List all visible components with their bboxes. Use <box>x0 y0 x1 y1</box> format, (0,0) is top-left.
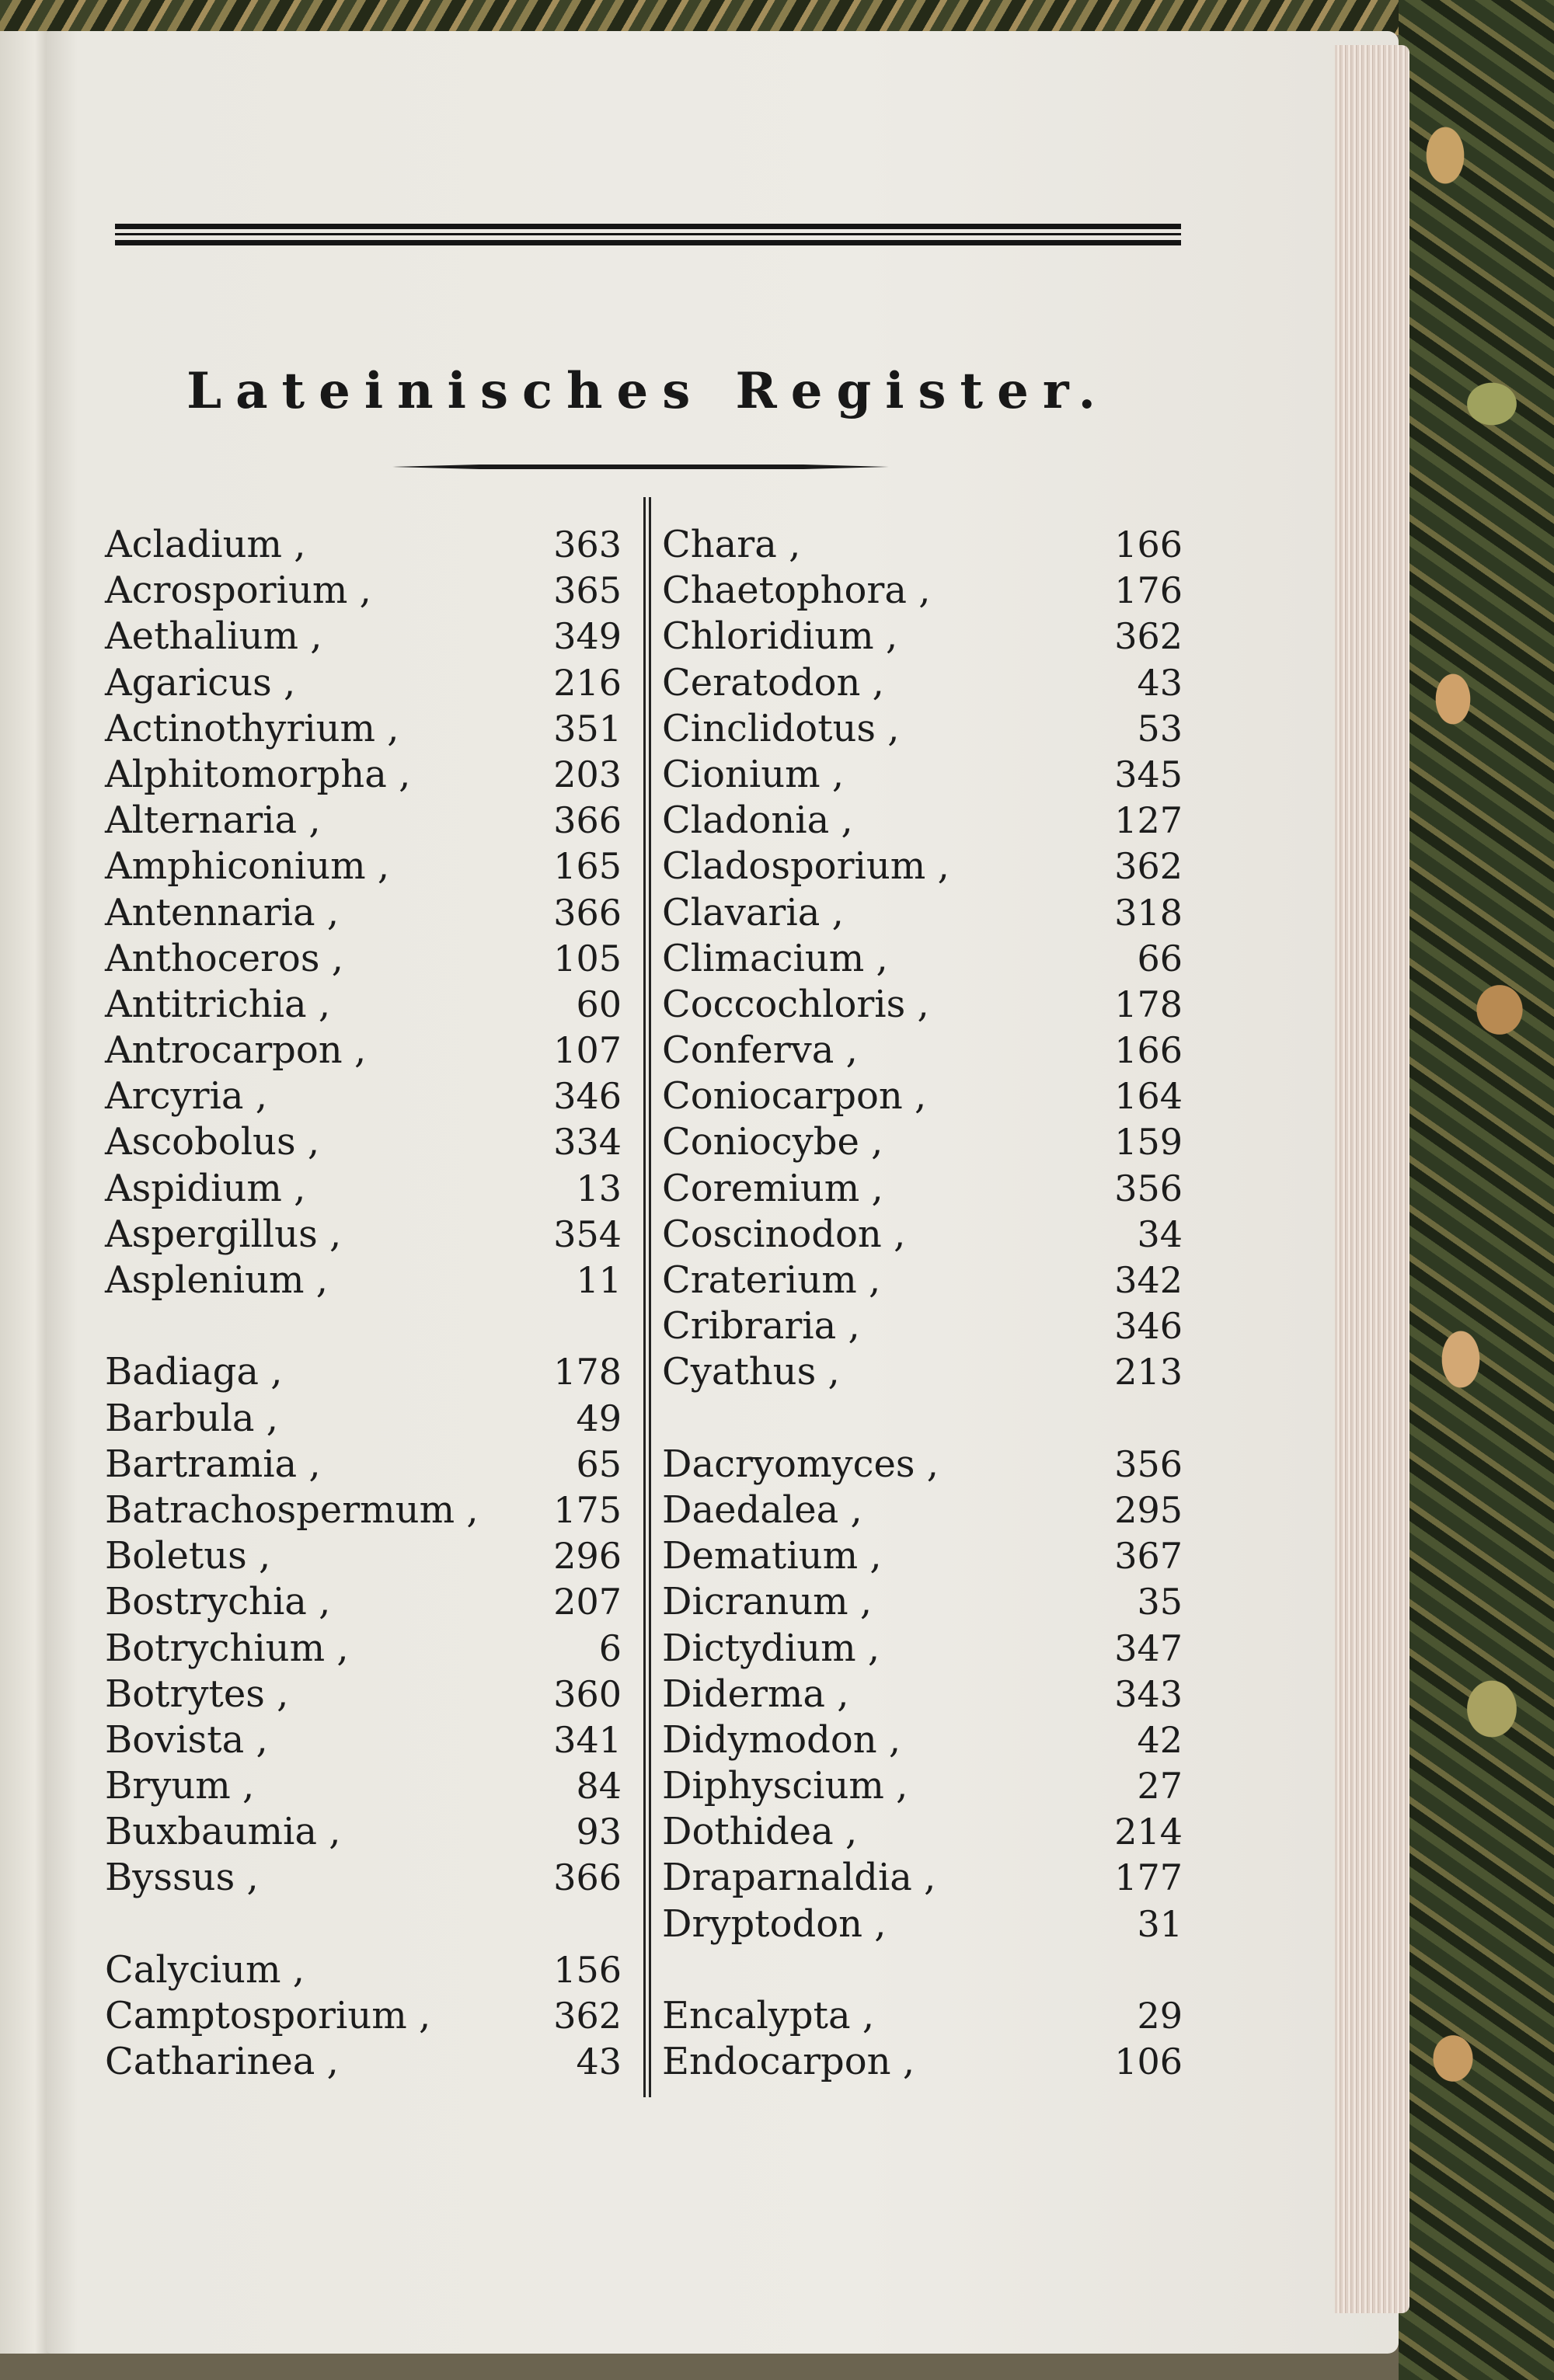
entry-name: Bartramia , <box>105 1442 321 1486</box>
entry-page-number: 166 <box>1114 1029 1183 1072</box>
entry-name: Cyathus , <box>662 1350 840 1394</box>
entry-page-number: 159 <box>1114 1121 1183 1164</box>
entry-page-number: 66 <box>1137 937 1183 979</box>
entry-page-number: 346 <box>1114 1305 1183 1348</box>
index-gap <box>662 1396 1183 1442</box>
entry-name: Dematium , <box>662 1534 882 1578</box>
entry-page-number: 107 <box>553 1029 622 1072</box>
index-entry <box>105 568 622 614</box>
entry-name: Byssus , <box>105 1856 259 1900</box>
entry-name: Diderma , <box>662 1672 849 1716</box>
entry-page-number: 362 <box>553 1995 622 2037</box>
column-divider <box>643 497 651 2097</box>
entry-name: Antrocarpon , <box>105 1028 367 1073</box>
index-entry <box>662 936 1183 982</box>
entry-page-number: 156 <box>553 1948 622 1991</box>
index-entry <box>662 522 1183 568</box>
entry-page-number: 65 <box>576 1442 622 1485</box>
page-title: Lateinisches Register. <box>186 362 1110 420</box>
entry-page-number: 366 <box>553 1856 622 1899</box>
entry-page-number: 342 <box>1114 1259 1183 1301</box>
index-entry <box>662 1073 1183 1119</box>
entry-page-number: 213 <box>1114 1351 1183 1394</box>
entry-name: Botrychium , <box>105 1626 349 1670</box>
entry-page-number: 367 <box>1114 1535 1183 1578</box>
entry-page-number: 366 <box>553 891 622 934</box>
index-entry <box>105 660 622 706</box>
index-entry <box>662 1119 1183 1165</box>
entry-page-number: 164 <box>1114 1075 1183 1118</box>
index-entry <box>105 982 622 1028</box>
entry-name: Endocarpon , <box>662 2040 915 2084</box>
index-entry <box>105 1488 622 1533</box>
entry-page-number: 13 <box>576 1167 622 1209</box>
entry-page-number: 362 <box>1114 845 1183 888</box>
entry-name: Craterium , <box>662 1258 881 1302</box>
entry-page-number: 43 <box>576 2041 622 2083</box>
entry-page-number: 177 <box>1114 1856 1183 1899</box>
header-rule-thick <box>115 224 1181 229</box>
index-entry <box>662 1028 1183 1073</box>
index-entry <box>105 1073 622 1119</box>
entry-name: Badiaga , <box>105 1350 283 1394</box>
entry-name: Climacium , <box>662 936 888 980</box>
entry-name: Didymodon , <box>662 1717 901 1762</box>
entry-page-number: 11 <box>576 1259 622 1301</box>
entry-page-number: 295 <box>1114 1488 1183 1531</box>
entry-name: Calycium , <box>105 1947 305 1992</box>
index-entry <box>662 1212 1183 1258</box>
entry-page-number: 345 <box>1114 753 1183 795</box>
index-gap <box>105 1303 622 1349</box>
entry-name: Actinothyrium , <box>105 706 399 750</box>
entry-name: Diphyscium , <box>662 1764 908 1808</box>
entry-page-number: 365 <box>553 569 622 612</box>
entry-name: Chaetophora , <box>662 569 931 613</box>
index-entry <box>105 1855 622 1901</box>
entry-name: Coccochloris , <box>662 982 929 1026</box>
index-entry <box>105 798 622 844</box>
index-entry <box>662 568 1183 614</box>
index-entry <box>662 1672 1183 1717</box>
entry-name: Dothidea , <box>662 1810 858 1854</box>
index-entry <box>105 1258 622 1303</box>
entry-name: Coremium , <box>662 1166 883 1210</box>
entry-page-number: 216 <box>553 661 622 704</box>
index-entry <box>662 706 1183 752</box>
index-entry <box>662 844 1183 889</box>
entry-name: Coniocybe , <box>662 1120 883 1164</box>
entry-page-number: 105 <box>553 937 622 979</box>
index-column-left <box>105 522 622 2085</box>
index-entry <box>105 1626 622 1672</box>
entry-name: Botrytes , <box>105 1672 289 1716</box>
index-entry <box>105 1349 622 1395</box>
entry-name: Bostrychia , <box>105 1580 331 1624</box>
entry-name: Dryptodon , <box>662 1902 887 1946</box>
entry-page-number: 49 <box>576 1397 622 1439</box>
index-entry <box>662 1902 1183 1947</box>
page-edges <box>1335 45 1409 2313</box>
entry-name: Cribraria , <box>662 1304 860 1348</box>
index-entry <box>662 1579 1183 1625</box>
entry-page-number: 31 <box>1137 1902 1183 1945</box>
entry-name: Antennaria , <box>105 890 340 934</box>
index-entry <box>105 522 622 568</box>
entry-page-number: 343 <box>1114 1672 1183 1715</box>
entry-page-number: 178 <box>553 1351 622 1394</box>
index-entry <box>105 1442 622 1488</box>
entry-name: Aspidium , <box>105 1166 306 1210</box>
entry-page-number: 214 <box>1114 1811 1183 1853</box>
entry-name: Chloridium , <box>662 614 898 659</box>
entry-page-number: 93 <box>576 1811 622 1853</box>
entry-name: Draparnaldia , <box>662 1856 936 1900</box>
entry-name: Buxbaumia , <box>105 1810 341 1854</box>
index-entry <box>105 614 622 659</box>
index-entry <box>662 1626 1183 1672</box>
entry-name: Barbula , <box>105 1396 278 1440</box>
index-entry <box>662 1258 1183 1303</box>
entry-name: Ascobolus , <box>105 1120 320 1164</box>
entry-page-number: 356 <box>1114 1442 1183 1485</box>
entry-name: Acrosporium , <box>105 569 371 613</box>
index-entry <box>662 798 1183 844</box>
entry-name: Encalypta , <box>662 1994 875 2037</box>
header-rule-thick-2 <box>115 240 1181 245</box>
entry-page-number: 360 <box>553 1672 622 1715</box>
index-entry <box>105 706 622 752</box>
index-entry <box>105 1212 622 1258</box>
entry-page-number: 207 <box>553 1581 622 1623</box>
entry-page-number: 354 <box>553 1213 622 1255</box>
index-entry <box>662 1349 1183 1395</box>
index-entry <box>662 982 1183 1028</box>
index-entry <box>662 1993 1183 2039</box>
index-entry <box>662 752 1183 798</box>
entry-page-number: 347 <box>1114 1627 1183 1669</box>
entry-name: Antitrichia , <box>105 982 331 1026</box>
index-entry <box>662 1855 1183 1901</box>
entry-page-number: 318 <box>1114 891 1183 934</box>
header-rule-thin <box>115 233 1181 235</box>
entry-page-number: 176 <box>1114 569 1183 612</box>
entry-page-number: 349 <box>553 615 622 658</box>
entry-page-number: 35 <box>1137 1581 1183 1623</box>
entry-page-number: 34 <box>1137 1213 1183 1255</box>
index-entry <box>662 1166 1183 1212</box>
entry-name: Acladium , <box>105 523 306 566</box>
index-entry <box>662 890 1183 936</box>
entry-name: Cladonia , <box>662 799 853 843</box>
index-entry <box>662 1809 1183 1855</box>
entry-page-number: 178 <box>1114 983 1183 1025</box>
entry-page-number: 341 <box>553 1718 622 1761</box>
index-entry <box>105 844 622 889</box>
entry-page-number: 43 <box>1137 661 1183 704</box>
entry-page-number: 175 <box>553 1488 622 1531</box>
index-entry <box>105 1166 622 1212</box>
entry-name: Coscinodon , <box>662 1212 906 1256</box>
entry-page-number: 6 <box>598 1627 622 1669</box>
marbled-cover <box>1399 0 1554 2380</box>
entry-name: Cinclidotus , <box>662 706 900 750</box>
entry-name: Dacryomyces , <box>662 1442 939 1486</box>
index-entry <box>662 660 1183 706</box>
book-cover-top <box>0 0 1554 35</box>
index-entry <box>105 1947 622 1993</box>
entry-name: Agaricus , <box>105 660 296 705</box>
index-entry <box>105 1809 622 1855</box>
entry-name: Dictydium , <box>662 1626 880 1670</box>
index-entry <box>105 890 622 936</box>
entry-name: Ceratodon , <box>662 660 884 705</box>
index-entry <box>662 614 1183 659</box>
entry-page-number: 363 <box>553 524 622 565</box>
index-entry <box>105 1717 622 1763</box>
entry-page-number: 351 <box>553 707 622 750</box>
entry-name: Camptosporium , <box>105 1994 431 2037</box>
index-entry <box>105 2039 622 2085</box>
entry-page-number: 27 <box>1137 1765 1183 1808</box>
entry-page-number: 42 <box>1137 1718 1183 1761</box>
entry-name: Catharinea , <box>105 2040 339 2084</box>
entry-page-number: 84 <box>576 1765 622 1808</box>
entry-name: Alphitomorpha , <box>105 752 411 796</box>
entry-page-number: 366 <box>553 799 622 842</box>
entry-page-number: 296 <box>553 1535 622 1578</box>
index-entry <box>662 1303 1183 1349</box>
entry-page-number: 127 <box>1114 799 1183 842</box>
entry-page-number: 165 <box>553 845 622 888</box>
entry-page-number: 29 <box>1137 1995 1183 2037</box>
index-entry <box>662 1763 1183 1809</box>
index-column-right <box>662 522 1183 2085</box>
index-entry <box>105 936 622 982</box>
entry-name: Anthoceros , <box>105 936 343 980</box>
index-entry <box>662 1533 1183 1579</box>
index-entry <box>105 1763 622 1809</box>
index-entry <box>662 2039 1183 2085</box>
entry-page-number: 106 <box>1114 2041 1183 2083</box>
index-entry <box>662 1488 1183 1533</box>
index-entry <box>105 1993 622 2039</box>
index-entry <box>662 1717 1183 1763</box>
entry-page-number: 203 <box>553 753 622 795</box>
entry-name: Coniocarpon , <box>662 1074 927 1119</box>
index-entry <box>105 1119 622 1165</box>
entry-name: Amphiconium , <box>105 844 390 889</box>
index-entry <box>662 1442 1183 1488</box>
index-entry <box>105 1579 622 1625</box>
index-entry <box>105 1533 622 1579</box>
entry-name: Cionium , <box>662 752 845 796</box>
entry-page-number: 60 <box>576 983 622 1025</box>
index-gap <box>105 1902 622 1947</box>
entry-name: Bryum , <box>105 1764 255 1808</box>
entry-page-number: 53 <box>1137 707 1183 750</box>
entry-name: Batrachospermum , <box>105 1488 479 1532</box>
entry-page-number: 166 <box>1114 524 1183 565</box>
entry-page-number: 346 <box>553 1075 622 1118</box>
entry-name: Alternaria , <box>105 799 321 843</box>
index-gap <box>662 1947 1183 1993</box>
entry-page-number: 334 <box>553 1121 622 1164</box>
index-entry <box>105 752 622 798</box>
entry-name: Boletus , <box>105 1534 271 1578</box>
index-entry <box>105 1672 622 1717</box>
index-entry <box>105 1396 622 1442</box>
entry-name: Chara , <box>662 523 801 566</box>
entry-name: Aethalium , <box>105 614 322 659</box>
entry-name: Daedalea , <box>662 1488 862 1532</box>
entry-name: Conferva , <box>662 1028 858 1073</box>
entry-page-number: 362 <box>1114 615 1183 658</box>
entry-name: Aspergillus , <box>105 1212 342 1256</box>
entry-name: Clavaria , <box>662 890 844 934</box>
entry-page-number: 356 <box>1114 1167 1183 1209</box>
entry-name: Arcyria , <box>105 1074 268 1119</box>
entry-name: Cladosporium , <box>662 844 949 889</box>
entry-name: Dicranum , <box>662 1580 873 1624</box>
index-entry <box>105 1028 622 1073</box>
entry-name: Bovista , <box>105 1717 268 1762</box>
entry-name: Asplenium , <box>105 1258 328 1302</box>
